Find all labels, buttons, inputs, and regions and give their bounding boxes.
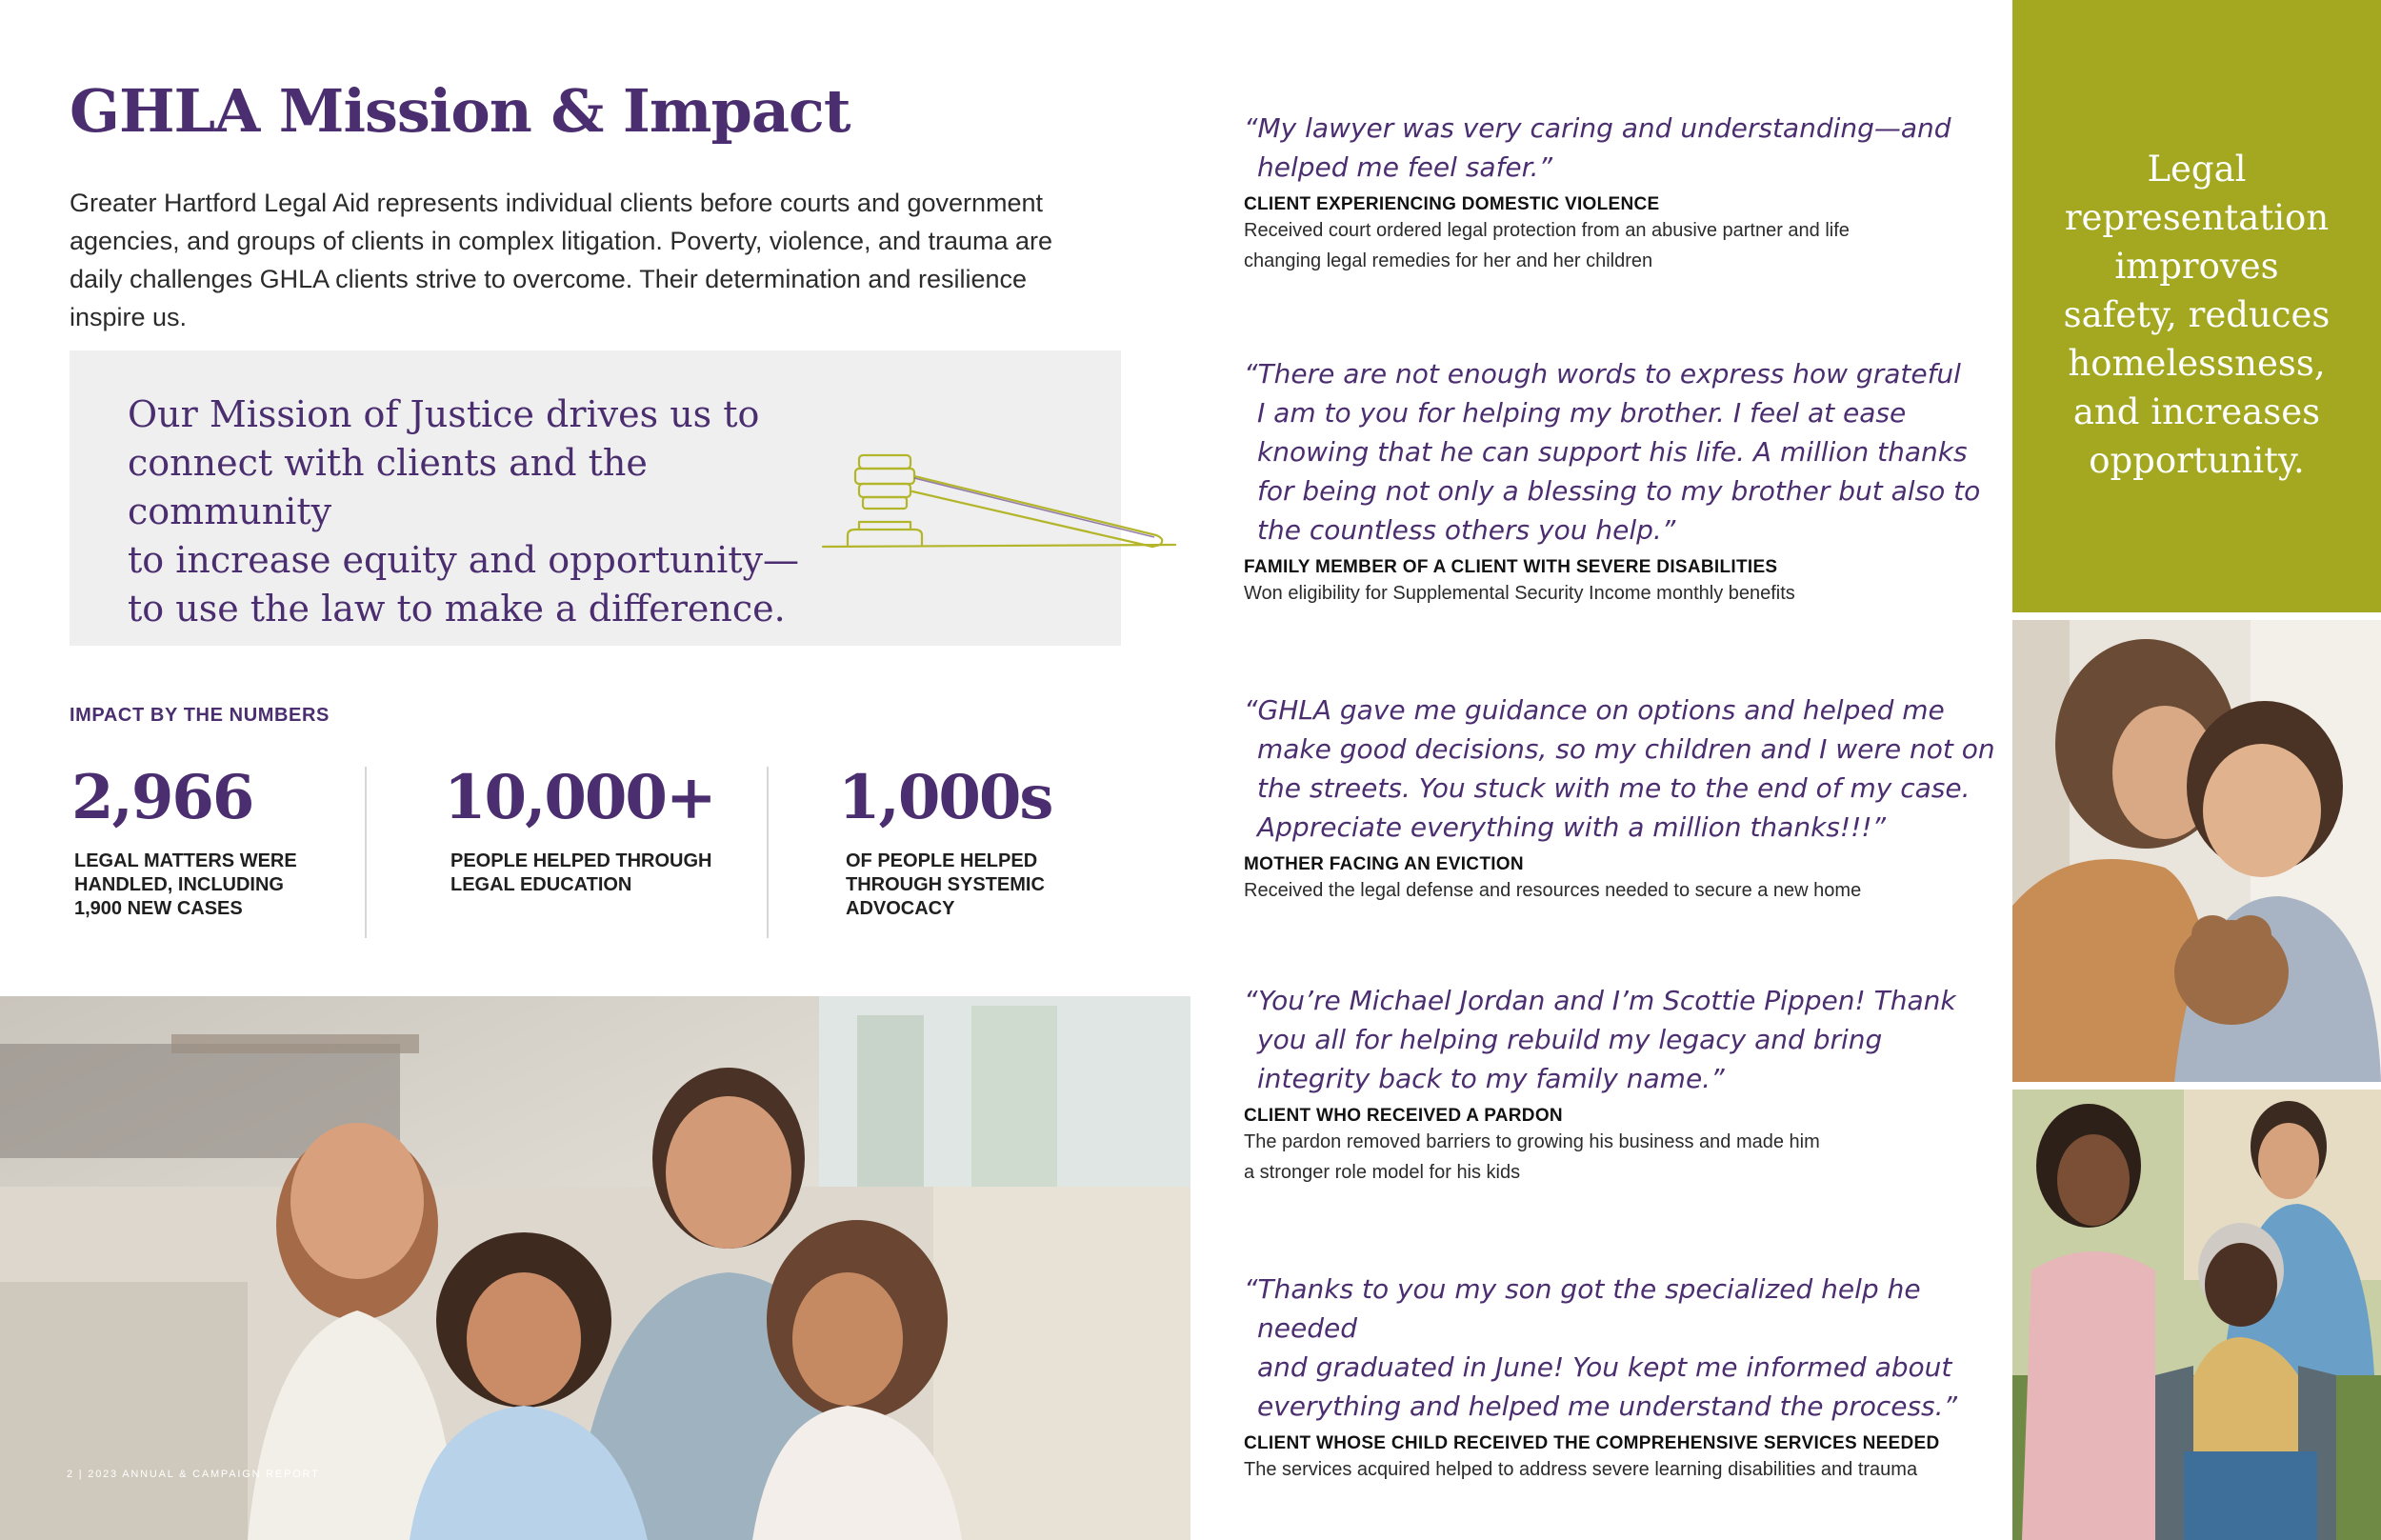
desc-line: Received court ordered legal protection from an abusive partner and life	[1244, 220, 1850, 241]
testimonial-description	[1244, 578, 2006, 609]
quote-line: “GHLA gave me guidance on options and helped me	[1244, 694, 1945, 726]
impact-heading: IMPACT BY THE NUMBERS	[70, 705, 330, 726]
desc-line: Received the legal defense and resources needed to secure a new home	[1244, 880, 1862, 901]
mission-line: to use the law to make a difference.	[128, 588, 786, 630]
testimonial-quote	[1244, 109, 2006, 187]
intro-paragraph: Greater Hartford Legal Aid represents individual clients before courts and government agencies, and groups of clients in complex litigation. Poverty, violence, and trauma are daily challenges GHLA clients strive to overcome. Their determination and resilience inspire us.	[70, 189, 1053, 331]
testimonial-quote	[1244, 354, 2006, 550]
stat-number: 1,000s	[838, 762, 1052, 833]
quote-line: knowing that he can support his life. A million thanks	[1257, 436, 1968, 468]
quote-line: and graduated in June! You kept me informed about	[1257, 1351, 1952, 1383]
caregiver-group-image	[2012, 1090, 2381, 1540]
callout-line: Legal	[2147, 149, 2247, 190]
stat-description	[450, 850, 711, 897]
stat-description	[846, 850, 1045, 921]
stat-description	[74, 850, 297, 921]
stat-line: HANDLED, INCLUDING	[74, 874, 284, 895]
desc-line: changing legal remedies for her and her children	[1244, 250, 1653, 271]
page-title: GHLA Mission & Impact	[70, 76, 850, 146]
quote-line: make good decisions, so my children and I were not on	[1257, 733, 1995, 765]
desc-line: Won eligibility for Supplemental Security Income monthly benefits	[1244, 583, 1795, 604]
testimonial	[1244, 981, 2006, 1188]
callout-line: homelessness,	[2068, 343, 2326, 384]
family-photo	[0, 996, 1190, 1540]
testimonial-quote	[1244, 981, 2006, 1098]
testimonial	[1244, 354, 2006, 609]
stat-divider	[767, 767, 769, 938]
desc-line: The pardon removed barriers to growing his business and made him	[1244, 1131, 1820, 1152]
stat-line: LEGAL EDUCATION	[450, 874, 632, 895]
mother-daughter-image	[2012, 620, 2381, 1082]
testimonial-description	[1244, 875, 2006, 906]
quote-line: for being not only a blessing to my brother but also to	[1257, 475, 1981, 507]
stat-divider	[365, 767, 367, 938]
testimonial	[1244, 690, 2006, 906]
testimonial-label: CLIENT EXPERIENCING DOMESTIC VIOLENCE	[1244, 194, 1660, 214]
callout-line: opportunity.	[2089, 440, 2305, 481]
quote-line: “You’re Michael Jordan and I’m Scottie Pippen! Thank	[1244, 985, 1956, 1016]
stat-line: 1,900 NEW CASES	[74, 898, 243, 919]
testimonial	[1244, 1270, 2006, 1485]
testimonial-quote	[1244, 690, 2006, 847]
quote-line: the countless others you help.”	[1257, 514, 1676, 546]
stat-line: ADVOCACY	[846, 898, 955, 919]
mission-line: connect with clients and the community	[128, 442, 648, 532]
stat-number: 2,966	[71, 762, 253, 833]
testimonial-label: MOTHER FACING AN EVICTION	[1244, 854, 1524, 874]
testimonial	[1244, 109, 2006, 276]
callout-line: representation	[2064, 197, 2330, 238]
page-footer: 2 | 2023 ANNUAL & CAMPAIGN REPORT	[67, 1469, 320, 1480]
quote-line: everything and helped me understand the process.”	[1257, 1390, 1958, 1422]
quote-line: you all for helping rebuild my legacy and bring	[1257, 1024, 1883, 1055]
quote-line: “My lawyer was very caring and understanding—and	[1244, 112, 1951, 144]
testimonial-label: CLIENT WHO RECEIVED A PARDON	[1244, 1106, 1563, 1126]
callout-line: safety, reduces	[2063, 294, 2331, 335]
quote-line: Appreciate everything with a million thanks!!!”	[1257, 811, 1887, 843]
mission-line: to increase equity and opportunity—	[128, 539, 799, 581]
mother-daughter-photo	[2012, 620, 2381, 1082]
testimonial-description	[1244, 1127, 2006, 1188]
gavel-icon	[821, 429, 1183, 562]
family-photo-image	[0, 996, 1190, 1540]
testimonial-description	[1244, 1454, 2006, 1485]
quote-line: the streets. You stuck with me to the end of my case.	[1257, 772, 1971, 804]
testimonial-quote	[1244, 1270, 2006, 1426]
callout-line: and increases	[2072, 391, 2321, 432]
callout-text	[2012, 145, 2381, 485]
testimonial-label: CLIENT WHOSE CHILD RECEIVED THE COMPREHENSIVE SERVICES NEEDED	[1244, 1433, 1940, 1453]
stat-number: 10,000+	[444, 762, 715, 833]
mission-statement	[128, 390, 851, 633]
stat-line: OF PEOPLE HELPED	[846, 850, 1038, 871]
quote-line: “There are not enough words to express how grateful	[1244, 358, 1961, 390]
caregiver-group-photo	[2012, 1090, 2381, 1540]
desc-line: The services acquired helped to address severe learning disabilities and trauma	[1244, 1459, 1918, 1480]
quote-line: I am to you for helping my brother. I feel at ease	[1257, 397, 1907, 429]
stat-line: LEGAL MATTERS WERE	[74, 850, 297, 871]
testimonial-label: FAMILY MEMBER OF A CLIENT WITH SEVERE DISABILITIES	[1244, 557, 1778, 577]
mission-line: Our Mission of Justice drives us to	[128, 393, 760, 435]
stat-line: PEOPLE HELPED THROUGH	[450, 850, 712, 871]
quote-line: helped me feel safer.”	[1257, 151, 1552, 183]
testimonial-description	[1244, 215, 2006, 276]
desc-line: a stronger role model for his kids	[1244, 1162, 1521, 1183]
quote-line: “Thanks to you my son got the specialized help he needed	[1244, 1273, 1921, 1344]
quote-line: integrity back to my family name.”	[1257, 1063, 1725, 1094]
callout-line: improves	[2114, 246, 2279, 287]
stat-line: THROUGH SYSTEMIC	[846, 874, 1045, 895]
